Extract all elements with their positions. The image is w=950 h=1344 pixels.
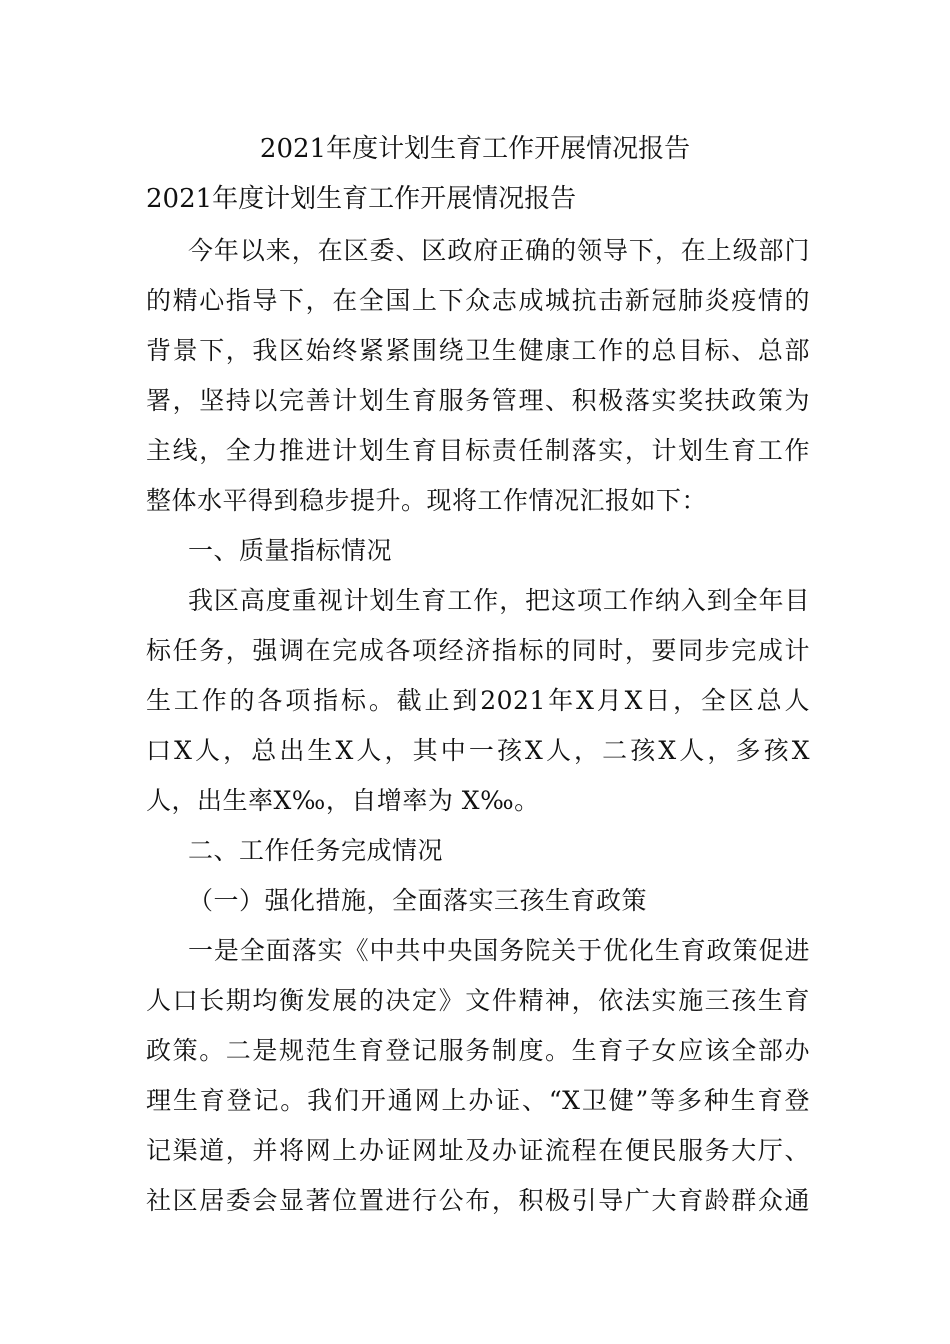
section-heading: 一、质量指标情况	[188, 536, 393, 565]
section-heading: 二、工作任务完成情况	[188, 836, 444, 865]
paragraph-line: 一是全面落实《中共中央国务院关于优化生育政策促进	[188, 936, 810, 965]
document-subtitle: 2021年度计划生育工作开展情况报告	[146, 184, 577, 214]
paragraph-line: 口X人，总出生X人，其中一孩X人，二孩X人，多孩X	[146, 736, 810, 765]
paragraph-line: 主线，全力推进计划生育目标责任制落实，计划生育工作	[146, 436, 810, 465]
document-body	[146, 231, 810, 1231]
paragraph-line: 记渠道，并将网上办证网址及办证流程在便民服务大厅、	[146, 1136, 810, 1165]
document-title: 2021年度计划生育工作开展情况报告	[259, 134, 691, 164]
paragraph-line: 社区居委会显著位置进行公布，积极引导广大育龄群众通	[146, 1186, 810, 1215]
paragraph-line: 整体水平得到稳步提升。现将工作情况汇报如下：	[146, 486, 708, 515]
paragraph-line: 政策。二是规范生育登记服务制度。生育子女应该全部办	[146, 1036, 810, 1065]
paragraph-line: 理生育登记。我们开通网上办证、“X卫健”等多种生育登	[146, 1086, 810, 1115]
paragraph-line: 的精心指导下，在全国上下众志成城抗击新冠肺炎疫情的	[146, 286, 810, 315]
paragraph-line: 今年以来，在区委、区政府正确的领导下，在上级部门	[188, 236, 810, 265]
paragraph-line: 人口长期均衡发展的决定》文件精神，依法实施三孩生育	[146, 986, 810, 1015]
paragraph-line: 标任务，强调在完成各项经济指标的同时，要同步完成计	[146, 636, 810, 665]
paragraph-line: 背景下，我区始终紧紧围绕卫生健康工作的总目标、总部	[146, 336, 810, 365]
paragraph-line: 生工作的各项指标。截止到2021年X月X日，全区总人	[146, 686, 810, 715]
paragraph-line: 人，出生率X‰，自增率为 X‰。	[146, 786, 540, 815]
subsection-heading: （一）强化措施，全面落实三孩生育政策	[188, 886, 648, 915]
paragraph-line: 我区高度重视计划生育工作，把这项工作纳入到全年目	[188, 586, 810, 615]
paragraph-line: 署，坚持以完善计划生育服务管理、积极落实奖扶政策为	[146, 386, 810, 415]
